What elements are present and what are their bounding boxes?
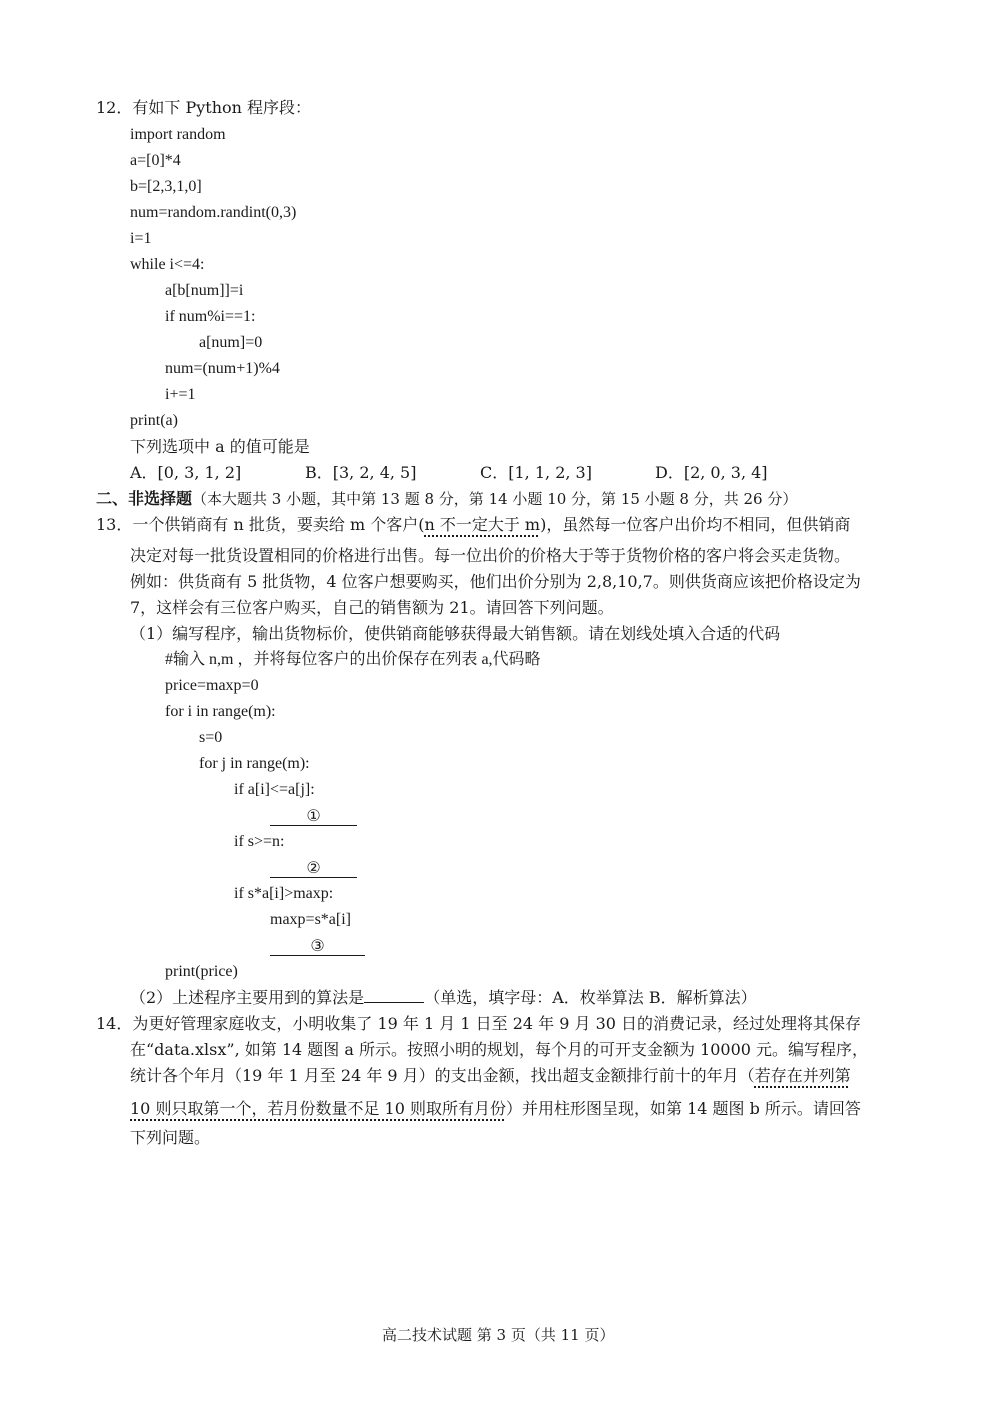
q12-code-line: import random (130, 126, 226, 143)
q12-code-line: a=[0]*4 (130, 152, 181, 169)
q12-option-d: D．[2, 0, 3, 4] (655, 463, 768, 482)
q12-stem: 有如下 Python 程序段： (132, 98, 312, 117)
q12-code-line: b=[2,3,1,0] (130, 178, 202, 195)
q12-code-line: i=1 (130, 230, 152, 247)
q14-line2: 在“data.xlsx”, 如第 14 题图 a 所示。按照小明的规划，每个月的可开支金额为 10000 元。编写程序， (130, 1040, 869, 1059)
q14-emphasis: 若存在并列第 (754, 1066, 851, 1085)
q13-code-line: for j in range(m): (199, 755, 310, 772)
q13-number: 13． (96, 515, 133, 534)
q13-blank-2[interactable] (270, 858, 357, 878)
section2-note: （本大题共 3 小题，其中第 13 题 8 分，第 14 小题 10 分，第 15 小题 8 分，共 26 分） (192, 490, 798, 508)
q13-line4: 7，这样会有三位客户购买，自己的销售额为 21。请回答下列问题。 (130, 598, 614, 617)
q13-emphasis: n 不一定大于 m (424, 515, 541, 534)
q12-code-line: a[num]=0 (199, 334, 263, 351)
q12-question: 下列选项中 a 的值可能是 (130, 437, 310, 456)
q13-code-line: if s*a[i]>maxp: (234, 885, 334, 902)
section2-heading-line (96, 489, 797, 509)
q13-code-line: print(price) (165, 963, 238, 980)
q14-line1 (96, 1014, 861, 1034)
q13-code-line: if a[i]<=a[j]: (234, 781, 315, 798)
q13-part2-note: （单选，填字母：A．枚举算法 B．解析算法） (424, 988, 757, 1007)
q13-code-line: #输入 n,m ，并将每位客户的出价保存在列表 a,代码略 (165, 651, 541, 668)
q14-line5: 下列问题。 (130, 1128, 211, 1147)
q13-line2: 决定对每一批货设置相同的价格进行出售。每一位出价的价格大于等于货物价格的客户将会买走货物。 (130, 546, 851, 565)
q13-code-line: for i in range(m): (165, 703, 276, 720)
q13-text: 一个供销商有 n 批货，要卖给 m 个客户( (132, 515, 425, 534)
q13-code-line: s=0 (199, 729, 223, 746)
q14-line4 (130, 1099, 861, 1119)
q13-code-line: if s>=n: (234, 833, 285, 850)
q12-option-c: C．[1, 1, 2, 3] (480, 463, 592, 482)
q12-code-line: if num%i==1: (165, 308, 256, 325)
blank-label: ① (270, 807, 357, 826)
q14-text: ）并用柱形图呈现，如第 14 题图 b 所示。请回答 (505, 1099, 861, 1118)
q13-part2-text: （2）上述程序主要用到的算法是 (130, 988, 365, 1007)
q12-number: 12． (96, 98, 133, 117)
q12-code-line: print(a) (130, 412, 178, 429)
q13-line3: 例如：供货商有 5 批货物，4 位客户想要购买，他们出价分别为 2,8,10,7。则供货商应该把价格设定为 (130, 572, 861, 591)
q12-header (96, 98, 311, 118)
q14-text: 统计各个年月（19 年 1 月至 24 年 9 月）的支出金额，找出超支金额排行前十的年月（ (130, 1066, 755, 1085)
q13-blank-1[interactable] (270, 806, 357, 826)
blank-label: ② (270, 859, 357, 878)
section2-heading: 二、非选择题 (96, 489, 193, 508)
q14-emphasis: 10 则只取第一个，若月份数量不足 10 则取所有月份 (130, 1099, 506, 1118)
q12-code-line: a[b[num]]=i (165, 282, 244, 299)
q12-code-line: i+=1 (165, 386, 196, 403)
q13-line1 (96, 515, 850, 535)
q14-line3 (130, 1066, 851, 1086)
q13-code-line: price=maxp=0 (165, 677, 259, 694)
q13-text: )，虽然每一位客户出价均不相同，但供销商 (540, 515, 851, 534)
page-footer: 高二技术试题 第 3 页（共 11 页） (382, 1326, 615, 1344)
q12-code-line: num=random.randint(0,3) (130, 204, 297, 221)
q13-part1: （1）编写程序，输出货物标价，使供销商能够获得最大销售额。请在划线处填入合适的代码 (130, 624, 781, 643)
blank-label: ③ (270, 937, 365, 956)
q12-code-line: while i<=4: (130, 256, 205, 273)
q13-code-line: maxp=s*a[i] (270, 911, 351, 928)
q13-part2 (130, 988, 757, 1008)
q13-blank-3[interactable] (270, 936, 365, 956)
q12-option-a: A．[0, 3, 1, 2] (130, 463, 242, 482)
q12-option-b: B．[3, 2, 4, 5] (305, 463, 417, 482)
q13-part2-blank[interactable] (364, 1002, 424, 1003)
q14-number: 14． (96, 1014, 133, 1033)
q14-text: 为更好管理家庭收支，小明收集了 19 年 1 月 1 日至 24 年 9 月 30 日的消费记录，经过处理将其保存 (132, 1014, 862, 1033)
q12-code-line: num=(num+1)%4 (165, 360, 280, 377)
